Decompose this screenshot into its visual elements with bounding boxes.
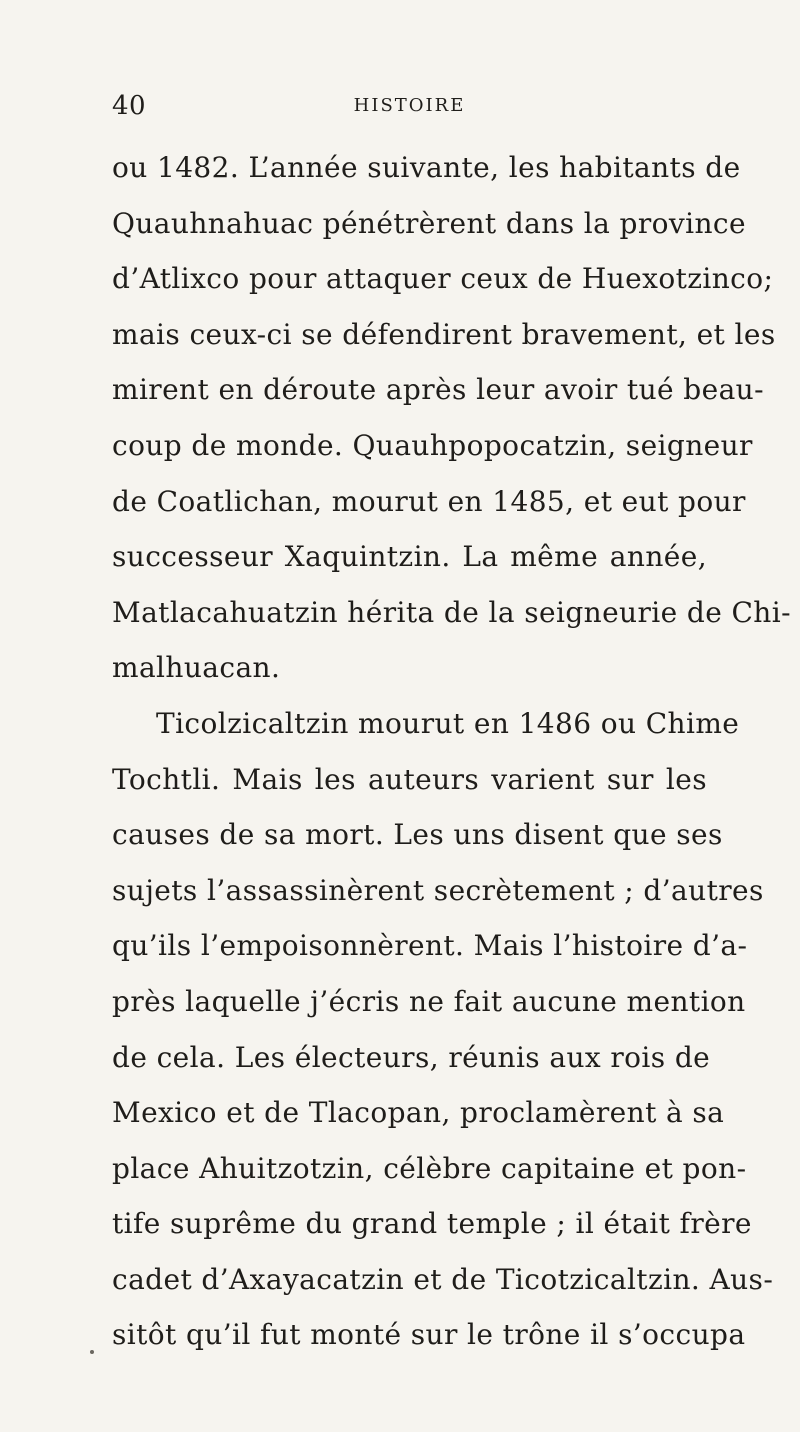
text-line: successeur Xaquintzin. La même année, bbox=[112, 540, 707, 574]
text-line: qu’ils l’empoisonnèrent. Mais l’histoire d’a- bbox=[112, 929, 748, 963]
text-line: causes de sa mort. Les uns disent que ses bbox=[112, 818, 723, 852]
text-line: cadet d’Axayacatzin et de Ticotzicaltzin. Aus- bbox=[112, 1262, 774, 1296]
text-line: coup de monde. Quauhpopocatzin, seigneur bbox=[112, 428, 753, 462]
text-line: de cela. Les électeurs, réunis aux rois de bbox=[112, 1040, 711, 1074]
text-line: sitôt qu’il fut monté sur le trône il s’occupa bbox=[112, 1318, 746, 1352]
text-line: tife suprême du grand temple ; il était frère bbox=[112, 1207, 752, 1241]
print-speck bbox=[90, 1350, 94, 1354]
page-number: 40 bbox=[112, 91, 147, 121]
text-line: ou 1482. L’année suivante, les habitants de bbox=[112, 151, 741, 184]
text-line-paragraph-start: Ticolzicaltzin mourut en 1486 ou Chime bbox=[156, 706, 740, 740]
text-line-paragraph-end: malhuacan. bbox=[112, 651, 281, 685]
running-head: HISTOIRE bbox=[353, 95, 466, 116]
text-line: Tochtli. Mais les auteurs varient sur les bbox=[112, 762, 707, 796]
page-header bbox=[112, 90, 707, 126]
text-line: Quauhnahuac pénétrèrent dans la province bbox=[112, 206, 746, 240]
text-line: mirent en déroute après leur avoir tué beau- bbox=[112, 373, 764, 407]
body-text bbox=[112, 140, 791, 1363]
text-line: près laquelle j’écris ne fait aucune mention bbox=[112, 984, 746, 1018]
text-line: place Ahuitzotzin, célèbre capitaine et pon- bbox=[112, 1151, 747, 1185]
text-line: d’Atlixco pour attaquer ceux de Huexotzinco; bbox=[112, 262, 774, 296]
text-line: sujets l’assassinèrent secrètement ; d’autres bbox=[112, 873, 764, 907]
text-line: mais ceux-ci se défendirent bravement, et les bbox=[112, 317, 776, 351]
text-line: de Coatlichan, mourut en 1485, et eut pour bbox=[112, 484, 746, 518]
text-line: Mexico et de Tlacopan, proclamèrent à sa bbox=[112, 1096, 725, 1130]
text-line: Matlacahuatzin hérita de la seigneurie de Chi- bbox=[112, 595, 791, 629]
